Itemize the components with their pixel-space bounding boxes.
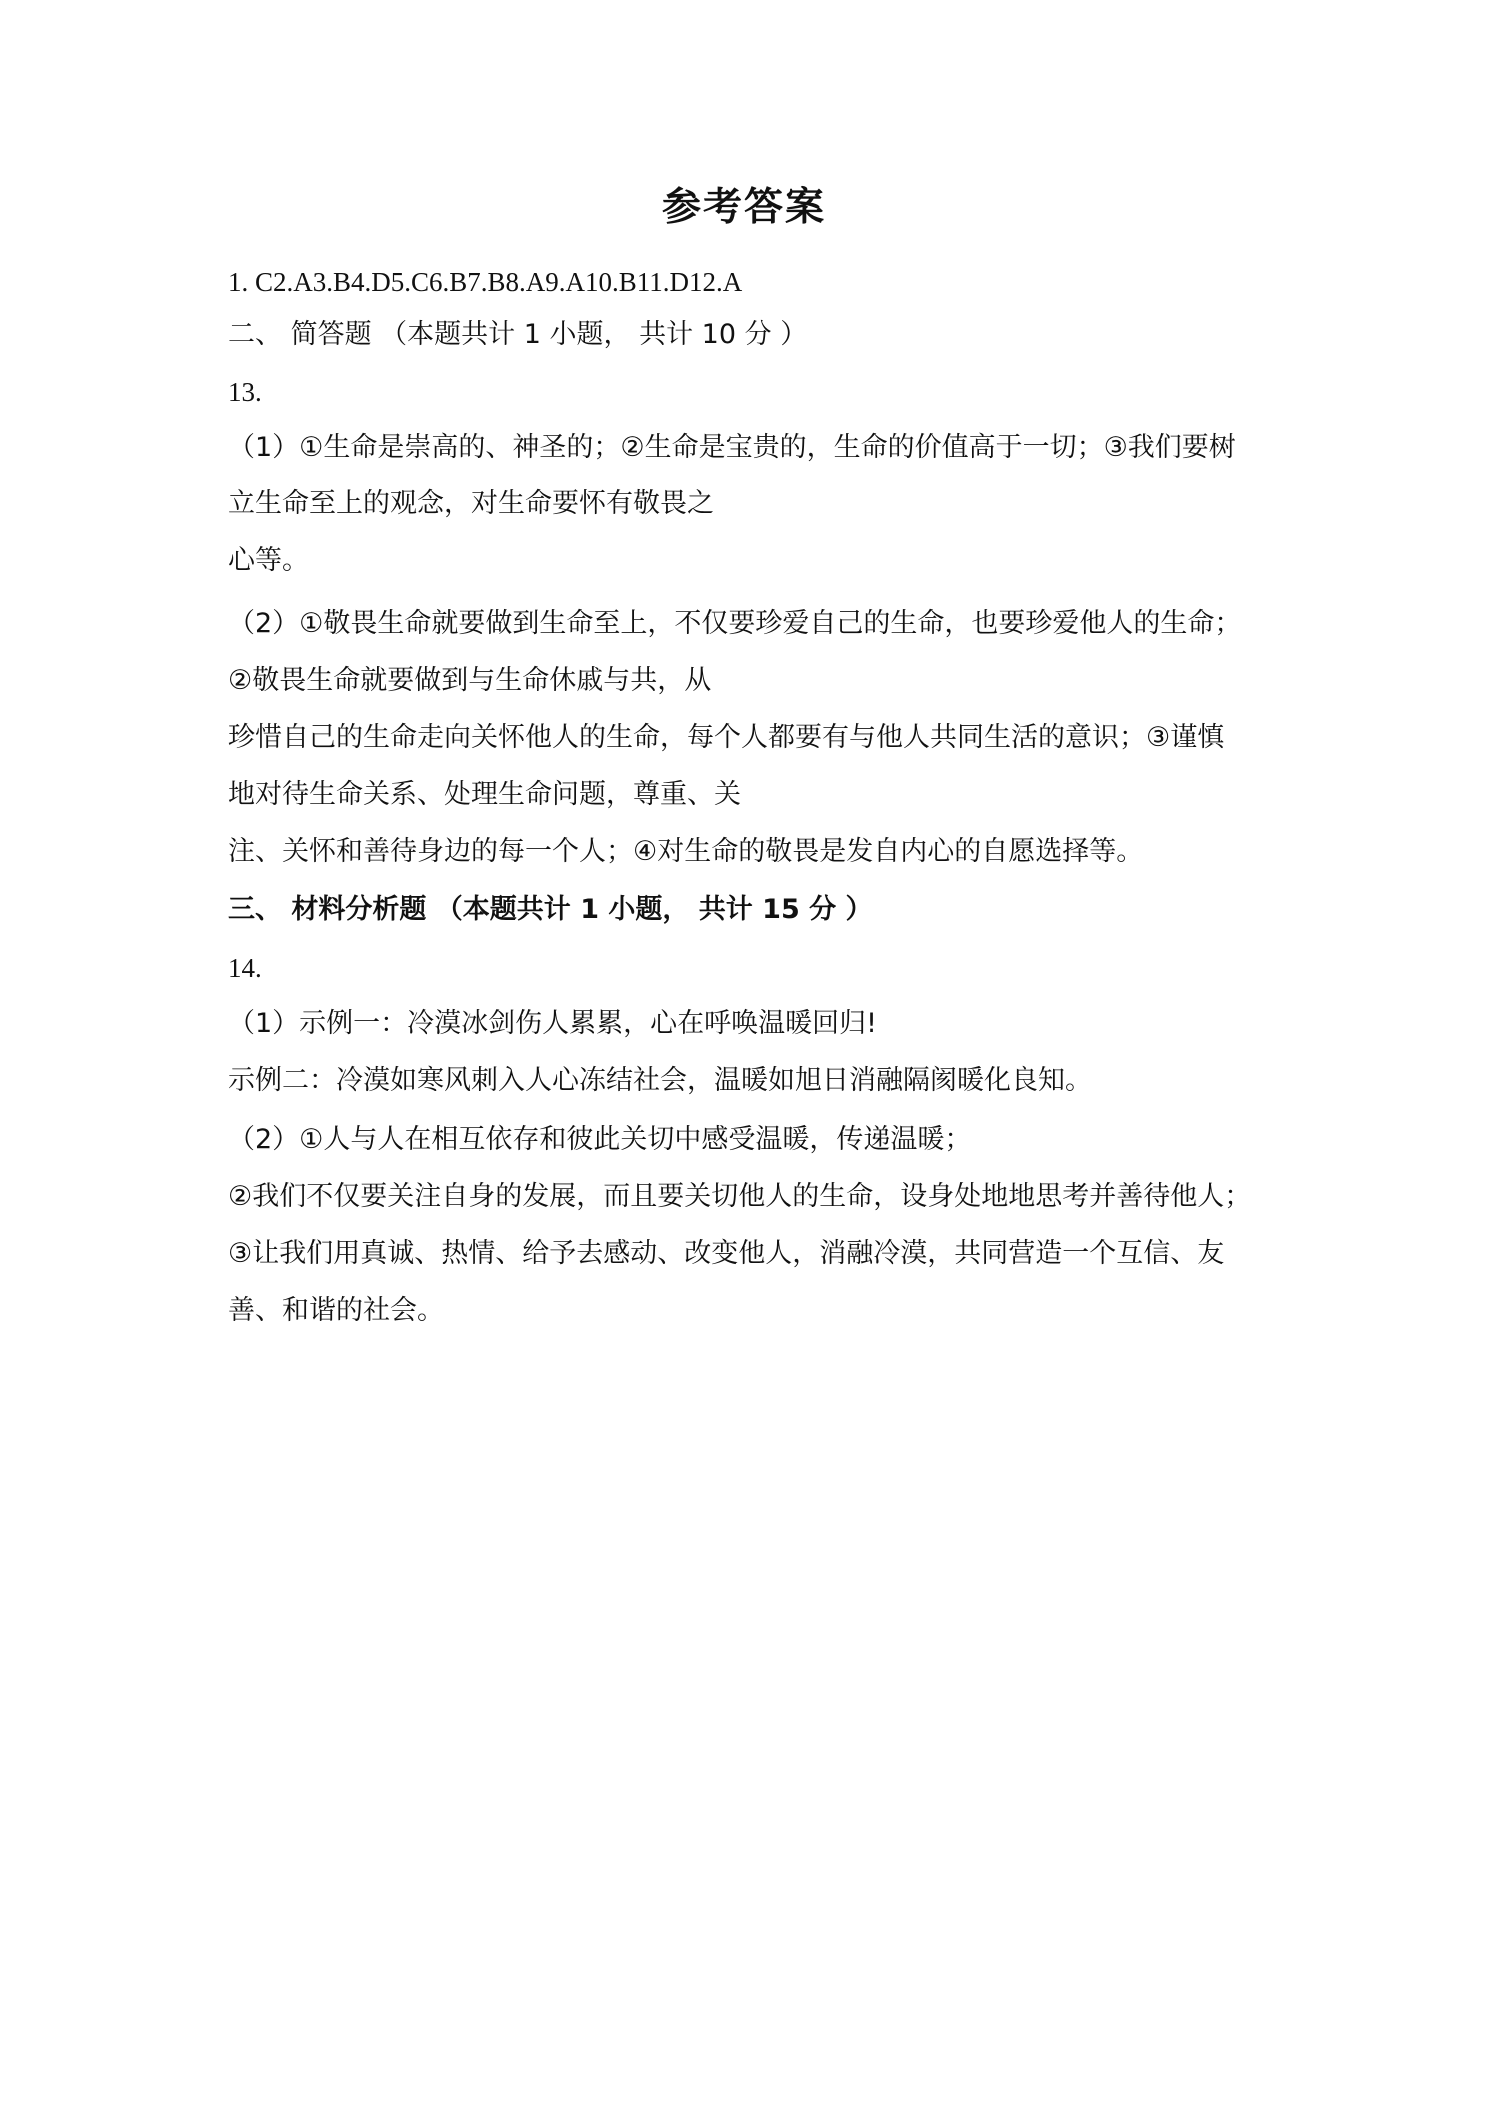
q13-part2-line2: ②敬畏生命就要做到与生命休戚与共，从: [228, 665, 712, 696]
q14-part1-line1: （1）示例一：冷漠冰剑伤人累累，心在呼唤温暖回归!: [228, 1008, 878, 1039]
q13-part2-line3: 珍惜自己的生命走向关怀他人的生命，每个人都要有与他人共同生活的意识；③谨慎: [228, 722, 1225, 753]
q14-part2-line2: ②我们不仅要关注自身的发展，而且要关切他人的生命，设身处地地思考并善待他人；: [228, 1181, 1252, 1212]
q14-part1-line2: 示例二：冷漠如寒风刺入人心冻结社会，温暖如旭日消融隔阂暖化良知。: [228, 1065, 1092, 1096]
section-heading-short-answer: 二、 简答题 （本题共计 1 小题， 共计 10 分 ）: [228, 319, 808, 350]
section-heading-material-analysis: 三、 材料分析题 （本题共计 1 小题， 共计 15 分 ）: [228, 894, 873, 925]
q13-part2-line1: （2）①敬畏生命就要做到生命至上，不仅要珍爱自己的生命，也要珍爱他人的生命；: [228, 608, 1242, 639]
choice-answers-line: 1. C2.A3.B4.D5.C6.B7.B8.A9.A10.B11.D12.A: [228, 267, 743, 297]
q13-part1-line3: 心等。: [228, 545, 309, 576]
q13-part1-line2: 立生命至上的观念，对生命要怀有敬畏之: [228, 488, 714, 519]
q14-part2-line1: （2）①人与人在相互依存和彼此关切中感受温暖，传递温暖；: [228, 1124, 972, 1155]
q13-part2-line5: 注、关怀和善待身边的每一个人；④对生命的敬畏是发自内心的自愿选择等。: [228, 836, 1144, 867]
question-13-number: 13.: [228, 377, 262, 407]
question-14-number: 14.: [228, 953, 262, 983]
page-title: 参考答案: [661, 185, 826, 230]
q13-part2-line4: 地对待生命关系、处理生命问题，尊重、关: [228, 779, 741, 810]
q14-part2-line3: ③让我们用真诚、热情、给予去感动、改变他人，消融冷漠，共同营造一个互信、友: [228, 1238, 1225, 1269]
q14-part2-line4: 善、和谐的社会。: [228, 1295, 444, 1326]
q13-part1-line1: （1）①生命是崇高的、神圣的；②生命是宝贵的，生命的价值高于一切；③我们要树: [228, 432, 1236, 463]
